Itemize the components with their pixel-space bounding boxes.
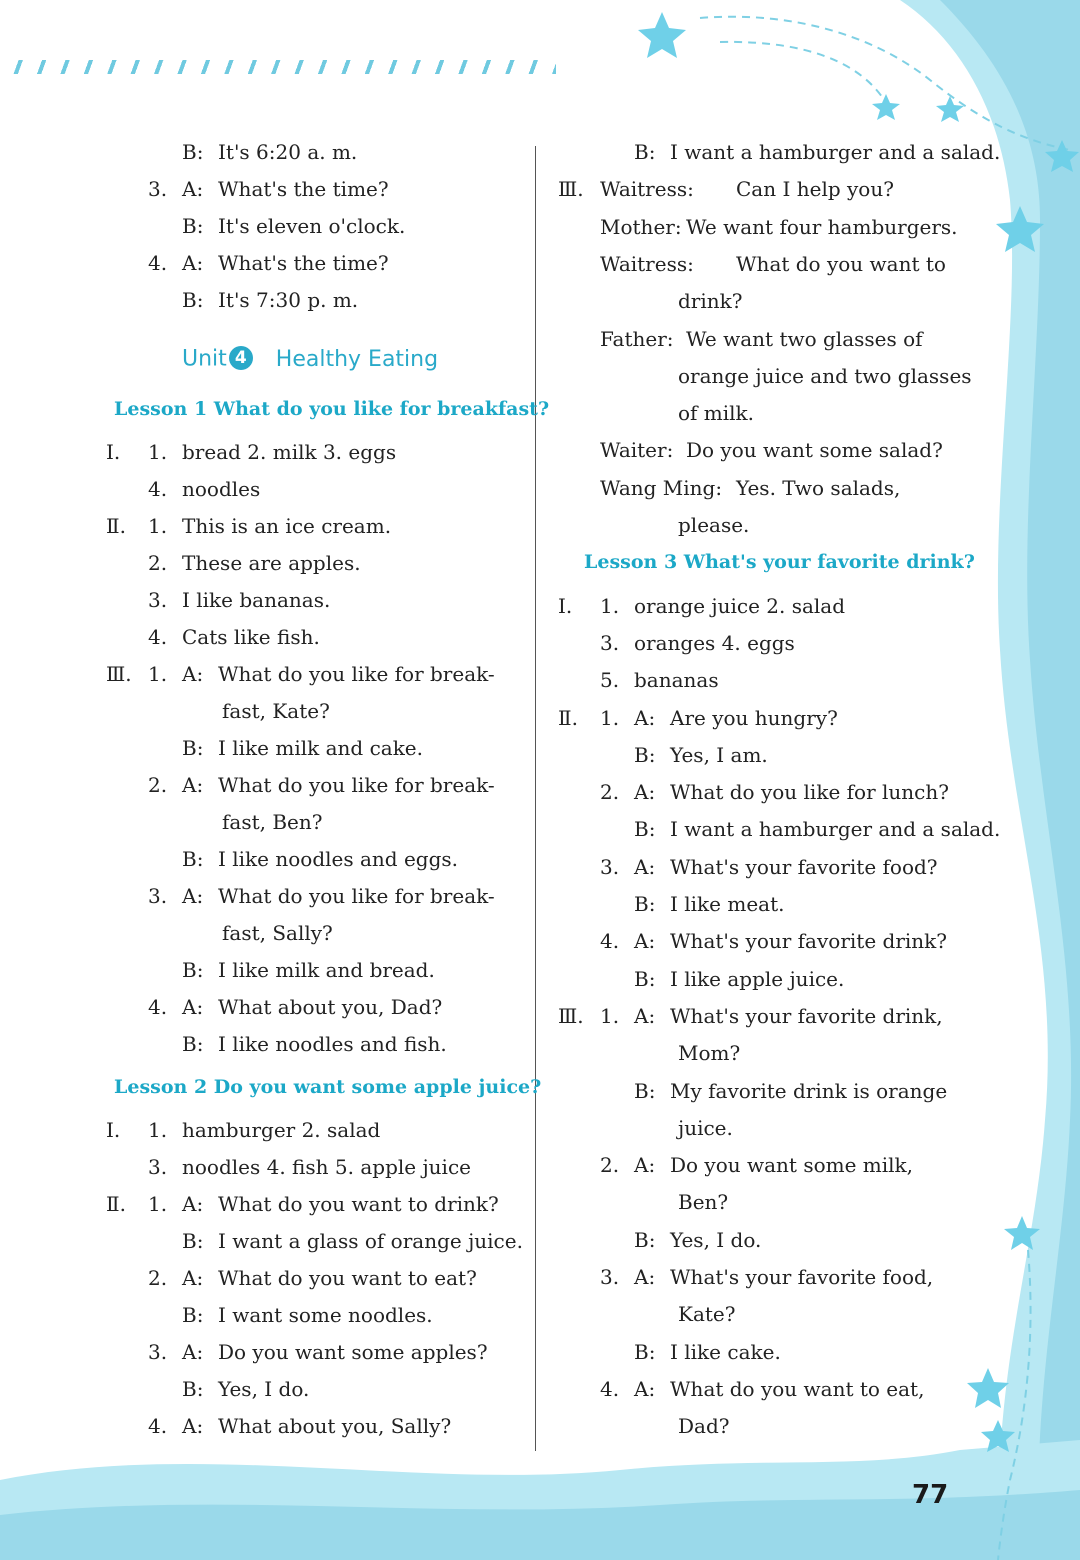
item-number: 3.: [148, 1340, 168, 1364]
answer-text: Yes, I do.: [218, 1377, 310, 1401]
dashed-header-strip: [8, 60, 556, 74]
item-number: 4.: [600, 929, 620, 954]
answer-text: bananas: [634, 668, 719, 693]
speaker-letter: A:: [634, 1376, 656, 1401]
column-divider: [535, 146, 536, 1451]
roman-numeral: Ⅱ.: [106, 514, 126, 538]
item-number: 1.: [148, 1192, 168, 1216]
lesson-title: Lesson 3 What's your favorite drink?: [584, 551, 975, 574]
speaker-letter: B:: [182, 214, 204, 238]
answer-text: I want some noodles.: [218, 1303, 433, 1327]
page-number: 77: [912, 1480, 949, 1510]
continued-text: please.: [678, 513, 750, 537]
answer-text: What's your favorite drink,: [670, 1003, 943, 1028]
item-number: 2.: [148, 773, 168, 797]
unit-number-badge: 4: [229, 346, 253, 370]
star-icon: [936, 96, 964, 122]
answer-text: What do you like for lunch?: [670, 780, 949, 805]
speaker-label: Waiter:: [600, 438, 674, 463]
answer-text: Do you want some salad?: [686, 438, 943, 463]
answer-text: What do you like for break-: [218, 773, 495, 797]
unit-heading: [182, 346, 438, 373]
answer-text: What's the time?: [218, 177, 389, 201]
answer-text: oranges 4. eggs: [634, 630, 795, 655]
roman-numeral: Ⅱ.: [558, 705, 578, 730]
answer-text: Cats like fish.: [182, 625, 320, 649]
speaker-letter: A:: [182, 177, 204, 201]
lesson-title: Lesson 2 Do you want some apple juice?: [114, 1076, 542, 1098]
answer-text: Can I help you?: [736, 177, 894, 202]
answer-text: What do you want to drink?: [218, 1192, 499, 1216]
item-number: 5.: [600, 668, 620, 693]
star-icon: [638, 12, 686, 58]
answer-text: noodles: [182, 477, 261, 501]
roman-numeral: Ⅲ.: [558, 177, 584, 202]
speaker-letter: A:: [182, 1192, 204, 1216]
speaker-letter: A:: [182, 251, 204, 275]
speaker-letter: A:: [634, 1265, 656, 1289]
answer-text: Do you want some milk,: [670, 1153, 914, 1178]
roman-numeral: Ⅰ.: [558, 593, 573, 618]
item-number: 2.: [600, 780, 620, 805]
answer-text: My favorite drink is orange: [670, 1078, 948, 1103]
speaker-letter: A:: [634, 705, 656, 730]
speaker-letter: A:: [182, 773, 204, 797]
speaker-label: Mother:: [600, 214, 682, 239]
continued-text: Ben?: [678, 1190, 729, 1215]
answer-text: hamburger 2. salad: [182, 1118, 381, 1142]
roman-numeral: Ⅰ.: [106, 1118, 121, 1142]
answer-text: What's your favorite food,: [670, 1265, 934, 1289]
answer-text: Do you want some apples?: [218, 1340, 488, 1364]
answer-text: bread 2. milk 3. eggs: [182, 440, 397, 464]
answer-text: What do you want to: [736, 251, 946, 276]
speaker-letter: B:: [634, 1227, 656, 1252]
speaker-label: Wang Ming:: [600, 475, 723, 500]
speaker-letter: A:: [634, 854, 656, 879]
speaker-letter: B:: [634, 140, 656, 164]
speaker-letter: B:: [634, 1078, 656, 1103]
speaker-letter: A:: [182, 1414, 204, 1438]
speaker-letter: B:: [182, 1032, 204, 1056]
answer-text: These are apples.: [182, 551, 361, 575]
unit-label: Unit: [182, 346, 227, 372]
continued-text: orange juice and two glasses: [678, 363, 972, 388]
continued-text: juice.: [678, 1115, 733, 1140]
answer-text: I like noodles and fish.: [218, 1032, 447, 1056]
item-number: 3.: [600, 1265, 620, 1289]
answer-text: I want a hamburger and a salad.: [670, 140, 1001, 164]
item-number: 3.: [600, 854, 620, 879]
item-number: 2.: [148, 551, 168, 575]
continued-text: fast, Kate?: [222, 699, 330, 723]
roman-numeral: Ⅰ.: [106, 440, 121, 464]
answer-text: It's 6:20 a. m.: [218, 140, 358, 164]
answer-text: What's your favorite drink?: [670, 929, 947, 954]
speaker-letter: B:: [634, 817, 656, 842]
dashed-trail-top-2: [720, 42, 890, 110]
answer-text: It's eleven o'clock.: [218, 214, 406, 238]
speaker-letter: A:: [182, 884, 204, 908]
speaker-letter: B:: [182, 1377, 204, 1401]
answer-text: What do you want to eat,: [670, 1376, 925, 1401]
answer-text: I like meat.: [670, 892, 785, 916]
speaker-letter: B:: [634, 966, 656, 991]
item-number: 1.: [148, 662, 168, 686]
item-number: 3.: [148, 588, 168, 612]
star-icon: [967, 1368, 1009, 1408]
answer-text: Yes. Two salads,: [736, 475, 901, 500]
item-number: 4.: [148, 251, 168, 275]
answer-text: Yes, I am.: [670, 742, 768, 767]
speaker-label: Waitress:: [600, 177, 694, 202]
star-icon: [872, 94, 900, 120]
item-number: 4.: [600, 1376, 620, 1401]
speaker-letter: A:: [634, 1003, 656, 1028]
speaker-letter: A:: [634, 1153, 656, 1178]
speaker-letter: B:: [182, 958, 204, 982]
continued-text: fast, Ben?: [222, 810, 323, 834]
item-number: 1.: [600, 1003, 620, 1028]
answer-text: I want a hamburger and a salad.: [670, 817, 1001, 842]
speaker-letter: B:: [634, 892, 656, 916]
item-number: 4.: [148, 477, 168, 501]
speaker-letter: A:: [182, 1266, 204, 1290]
item-number: 3.: [600, 630, 620, 655]
answer-text: What's the time?: [218, 251, 389, 275]
answer-text: What's your favorite food?: [670, 854, 938, 879]
item-number: 1.: [600, 705, 620, 730]
item-number: 4.: [148, 1414, 168, 1438]
answer-text: It's 7:30 p. m.: [218, 288, 359, 312]
speaker-letter: B:: [634, 742, 656, 767]
speaker-letter: A:: [634, 780, 656, 805]
speaker-letter: A:: [182, 662, 204, 686]
speaker-label: Father:: [600, 326, 674, 351]
speaker-letter: B:: [182, 1303, 204, 1327]
answer-text: I like milk and cake.: [218, 736, 423, 760]
answer-text: What about you, Sally?: [218, 1414, 452, 1438]
continued-text: fast, Sally?: [222, 921, 333, 945]
answer-text: I like noodles and eggs.: [218, 847, 459, 871]
speaker-letter: B:: [182, 1229, 204, 1253]
speaker-letter: B:: [634, 1339, 656, 1364]
item-number: 1.: [600, 593, 620, 618]
item-number: 1.: [148, 440, 168, 464]
continued-text: Dad?: [678, 1414, 730, 1439]
answer-text: noodles 4. fish 5. apple juice: [182, 1155, 471, 1179]
speaker-letter: B:: [182, 847, 204, 871]
answer-text: What do you like for break-: [218, 884, 495, 908]
continued-text: drink?: [678, 289, 743, 314]
speaker-letter: B:: [182, 736, 204, 760]
answer-text: We want two glasses of: [686, 326, 923, 351]
roman-numeral: Ⅲ.: [106, 662, 132, 686]
roman-numeral: Ⅲ.: [558, 1003, 584, 1028]
item-number: 4.: [148, 995, 168, 1019]
answer-text: Are you hungry?: [670, 705, 838, 730]
item-number: 4.: [148, 625, 168, 649]
item-number: 3.: [148, 177, 168, 201]
answer-text: I like apple juice.: [670, 966, 845, 991]
unit-title: Healthy Eating: [275, 346, 439, 372]
speaker-label: Waitress:: [600, 251, 694, 276]
item-number: 3.: [148, 1155, 168, 1179]
item-number: 1.: [148, 514, 168, 538]
item-number: 3.: [148, 884, 168, 908]
continued-text: of milk.: [678, 401, 755, 426]
answer-text: orange juice 2. salad: [634, 593, 846, 618]
answer-text: What do you like for break-: [218, 662, 495, 686]
speaker-letter: A:: [182, 995, 204, 1019]
item-number: 2.: [148, 1266, 168, 1290]
continued-text: Kate?: [678, 1302, 736, 1327]
speaker-letter: A:: [634, 929, 656, 954]
item-number: 2.: [600, 1153, 620, 1178]
answer-text: Yes, I do.: [670, 1227, 762, 1252]
answer-text: I like cake.: [670, 1339, 781, 1364]
answer-text: I like milk and bread.: [218, 958, 435, 982]
continued-text: Mom?: [678, 1041, 741, 1066]
answer-text: This is an ice cream.: [182, 514, 392, 538]
answer-text: I want a glass of orange juice.: [218, 1229, 523, 1253]
speaker-letter: B:: [182, 288, 204, 312]
speaker-letter: A:: [182, 1340, 204, 1364]
lesson-title: Lesson 1 What do you like for breakfast?: [114, 398, 550, 420]
speaker-letter: B:: [182, 140, 204, 164]
answer-text: What about you, Dad?: [218, 995, 443, 1019]
answer-text: I like bananas.: [182, 588, 331, 612]
item-number: 1.: [148, 1118, 168, 1142]
answer-text: We want four hamburgers.: [686, 214, 958, 239]
roman-numeral: Ⅱ.: [106, 1192, 126, 1216]
answer-text: What do you want to eat?: [218, 1266, 477, 1290]
